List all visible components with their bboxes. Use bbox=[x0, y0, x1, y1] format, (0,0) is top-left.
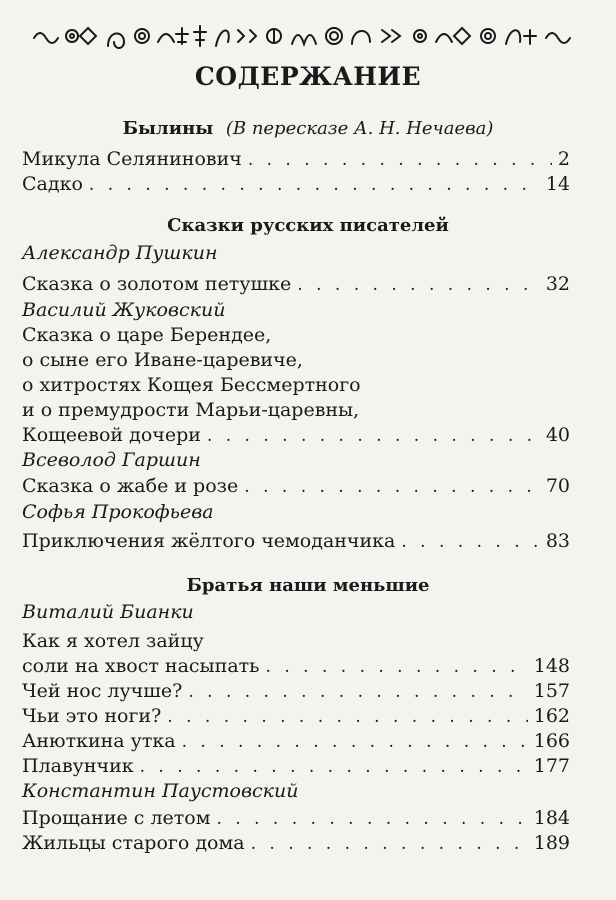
entry-page: 70 bbox=[545, 475, 570, 497]
entry-title: Жильцы старого дома bbox=[22, 832, 245, 854]
entry-page: 157 bbox=[533, 680, 570, 702]
entry-page: 32 bbox=[545, 273, 570, 295]
page-title: СОДЕРЖАНИЕ bbox=[194, 62, 422, 91]
entry-title: Сказка о жабе и розе bbox=[22, 475, 239, 497]
section-note: (В пересказе А. Н. Нечаева) bbox=[225, 118, 494, 139]
toc-entry[interactable] bbox=[22, 273, 570, 295]
toc-entry[interactable] bbox=[22, 680, 570, 702]
entry-page: 166 bbox=[533, 730, 570, 752]
dot-leader bbox=[266, 657, 528, 677]
author-name: Виталий Бианки bbox=[22, 601, 194, 623]
toc-entry[interactable] bbox=[22, 475, 570, 497]
entry-title-line: Сказка о царе Берендее, bbox=[22, 324, 272, 346]
ornament-border bbox=[30, 18, 586, 54]
author-name: Константин Паустовский bbox=[22, 780, 299, 802]
entry-title: Прощание с летом bbox=[22, 807, 211, 829]
section-title-byliny bbox=[0, 118, 616, 139]
entry-title: Чей нос лучше? bbox=[22, 680, 183, 702]
entry-title: Кощеевой дочери bbox=[22, 424, 201, 446]
entry-page: 148 bbox=[533, 655, 570, 677]
toc-entry[interactable] bbox=[22, 730, 570, 752]
toc-entry[interactable] bbox=[22, 807, 570, 829]
toc-entry[interactable] bbox=[22, 832, 570, 854]
entry-title: Садко bbox=[22, 173, 83, 195]
section-title-skazki: Сказки русских писателей bbox=[167, 215, 449, 236]
entry-title: Анюткина утка bbox=[22, 730, 176, 752]
dot-leader bbox=[89, 175, 540, 195]
toc-entry[interactable] bbox=[22, 755, 570, 777]
entry-title: Приключения жёлтого чемоданчика bbox=[22, 530, 396, 552]
toc-entry[interactable] bbox=[22, 424, 570, 446]
dot-leader bbox=[182, 732, 528, 752]
toc-entry[interactable] bbox=[22, 655, 570, 677]
author-name: Александр Пушкин bbox=[22, 242, 218, 264]
toc-entry[interactable] bbox=[22, 530, 570, 552]
entry-page: 177 bbox=[533, 755, 570, 777]
entry-page: 14 bbox=[545, 173, 570, 195]
dot-leader bbox=[401, 532, 539, 552]
entry-page: 189 bbox=[533, 832, 570, 854]
dot-leader bbox=[251, 834, 528, 854]
entry-title-line: о сыне его Иване-царевиче, bbox=[22, 349, 303, 371]
dot-leader bbox=[140, 757, 528, 777]
entry-title: Плавунчик bbox=[22, 755, 134, 777]
dot-leader bbox=[188, 682, 527, 702]
toc-entry[interactable] bbox=[22, 173, 570, 195]
author-name: Софья Прокофьева bbox=[22, 501, 214, 523]
dot-leader bbox=[248, 150, 552, 170]
author-name: Всеволод Гаршин bbox=[22, 449, 201, 471]
dot-leader bbox=[297, 275, 540, 295]
toc-entry[interactable] bbox=[22, 148, 570, 170]
toc-entry[interactable] bbox=[22, 705, 570, 727]
entry-page: 40 bbox=[545, 424, 570, 446]
dot-leader bbox=[217, 809, 528, 829]
entry-title: Чьи это ноги? bbox=[22, 705, 162, 727]
section-title-text: Былины bbox=[122, 118, 214, 139]
author-name: Василий Жуковский bbox=[22, 299, 226, 321]
entry-page: 2 bbox=[557, 148, 570, 170]
entry-title: Микула Селянинович bbox=[22, 148, 242, 170]
dot-leader bbox=[207, 426, 540, 446]
entry-title: соли на хвост насыпать bbox=[22, 655, 260, 677]
entry-page: 184 bbox=[533, 807, 570, 829]
section-title-bratya: Братья наши меньшие bbox=[186, 575, 430, 596]
entry-title-line: о хитростях Кощея Бессмертного bbox=[22, 374, 361, 396]
entry-title-line: Как я хотел зайцу bbox=[22, 630, 204, 652]
dot-leader bbox=[244, 477, 540, 497]
entry-page: 162 bbox=[533, 705, 570, 727]
entry-page: 83 bbox=[545, 530, 570, 552]
dot-leader bbox=[167, 707, 527, 727]
entry-title: Сказка о золотом петушке bbox=[22, 273, 292, 295]
entry-title-line: и о премудрости Марьи-царевны, bbox=[22, 399, 360, 421]
